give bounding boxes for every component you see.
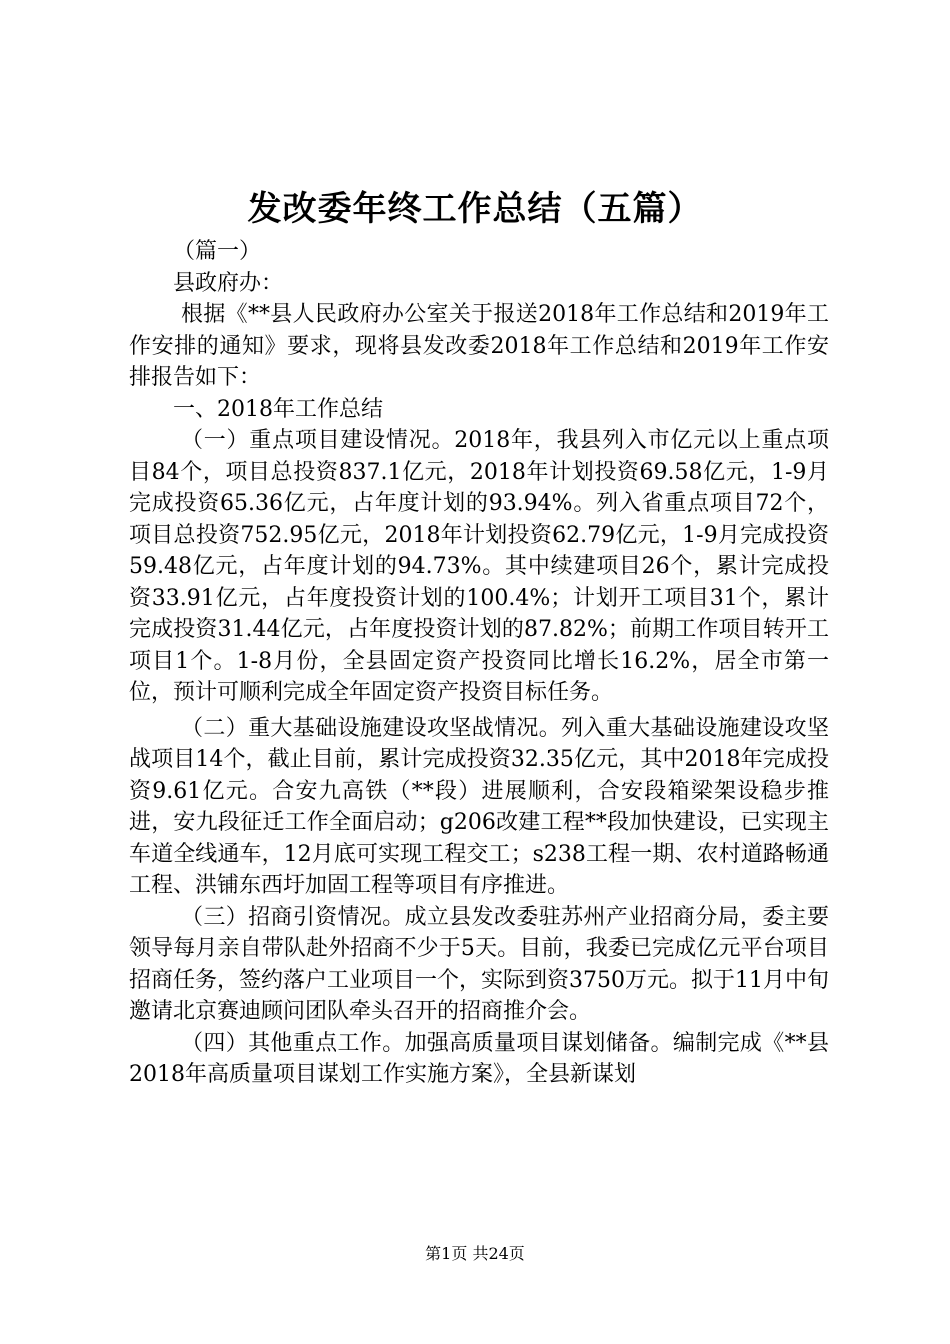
paragraph-other-work: （四）其他重点工作。加强高质量项目谋划储备。编制完成《**县2018年高质量项目谋划工作实施方案》，全县新谋划 (129, 1030, 829, 1087)
paragraph-key-projects: （一）重点项目建设情况。2018年，我县列入市亿元以上重点项目84个，项目总投资837.1亿元，2018年计划投资69.58亿元，1-9月完成投资65.36亿元，占年度计划的93.94%。列入省重点项目72个，项目总投资752.95亿元，2018年计划投资62.79亿元，1-9月完成投资59.48亿元，占年度计划的94.73%。其中续建项目26个，累计完成投资33.91亿元，占年度投资计划的100.4%；计划开工项目31个，累计完成投资31.44亿元，占年度投资计划的87.82%；前期工作项目转开工项目1个。1-8月份，全县固定资产投资同比增长16.2%，居全市第一位，预计可顺利完成全年固定资产投资目标任务。 (129, 428, 829, 705)
addressee: 县政府办： (173, 270, 284, 296)
paragraph-infrastructure: （二）重大基础设施建设攻坚战情况。列入重大基础设施建设攻坚战项目14个，截止目前，累计完成投资32.35亿元，其中2018年完成投资9.61亿元。合安九高铁（**段）进展顺利，合安段箱梁架设稳步推进，安九段征迁工作全面启动；g206改建工程**段加快建设，已实现主车道全线通车，12月底可实现工程交工；s238工程一期、农村道路畅通工程、洪铺东西圩加固工程等项目有序推进。 (129, 715, 829, 898)
page-number: 第1页 共24页 (425, 1244, 525, 1263)
section-heading: 一、2018年工作总结 (173, 396, 383, 422)
section-label: （篇一） (173, 239, 262, 264)
document-title: 发改委年终工作总结（五篇） (247, 189, 703, 229)
paragraph-investment: （三）招商引资情况。成立县发改委驻苏州产业招商分局，委主要领导每月亲自带队赴外招商不少于5天。目前，我委已完成亿元平台项目招商任务，签约落户工业项目一个，实际到资3750万元。拟于11月中旬邀请北京赛迪顾问团队牵头召开的招商推介会。 (129, 904, 829, 1024)
document-body (129, 236, 829, 1091)
intro-paragraph: 根据《**县人民政府办公室关于报送2018年工作总结和2019年工作安排的通知》要求，现将县发改委2018年工作总结和2019年工作安排报告如下： (129, 302, 829, 390)
